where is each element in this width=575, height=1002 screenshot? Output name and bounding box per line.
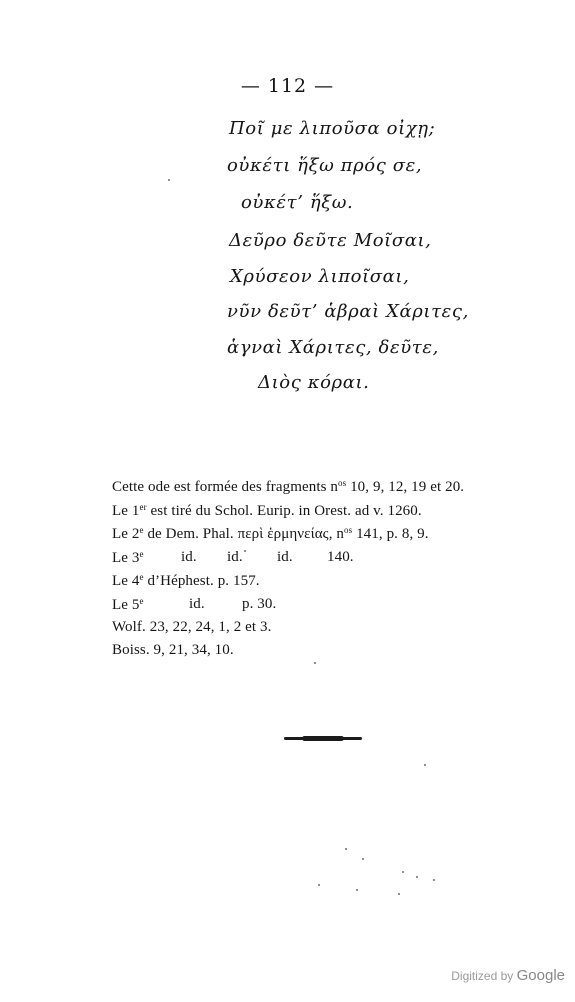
note-superscript: e xyxy=(139,572,144,582)
note-text: Cette ode est formée des fragments n xyxy=(112,479,339,495)
note-superscript: er xyxy=(139,502,147,512)
ornamental-rule xyxy=(284,737,362,740)
note-text: Le 1 xyxy=(112,503,140,519)
note-superscript: e xyxy=(139,525,144,535)
note-superscript: os xyxy=(338,478,347,488)
poem-line: ἁγναὶ Χάριτες, δεῦτε, xyxy=(227,337,439,358)
note-line: Boiss. 9, 21, 34, 10. xyxy=(112,642,234,658)
poem-line: Διὸς κόραι. xyxy=(258,372,370,393)
note-text: 10, 9, 12, 19 et 20. xyxy=(346,479,465,495)
note-line xyxy=(112,549,432,569)
note-superscript: os xyxy=(344,525,353,535)
page-number: — 112 — xyxy=(240,75,335,97)
note-cell: id. xyxy=(181,549,197,565)
note-text: de Dem. Phal. περὶ ἑρμηνείας, n xyxy=(143,526,345,542)
note-text: Le 4 xyxy=(112,573,140,589)
note-cell: p. 30. xyxy=(242,596,277,612)
note-line: Wolf. 23, 22, 24, 1, 2 et 3. xyxy=(112,619,272,635)
note-text: Le 2 xyxy=(112,526,140,542)
poem-line: Ποῖ με λιποῦσα οἰχῃ; xyxy=(229,118,436,139)
poem-line: οὐκέτι ἥξω πρός σε, xyxy=(227,155,423,176)
poem-line: Χρύσεον λιποῖσαι, xyxy=(230,266,410,287)
note-cell: Le 3e xyxy=(112,549,144,566)
poem-line: νῦν δεῦτ’ ἁβραὶ Χάριτες, xyxy=(227,301,469,322)
note-text: est tiré du Schol. Eurip. in Orest. ad v. 1260. xyxy=(146,503,422,519)
note-line xyxy=(112,478,464,496)
digitized-by-google-watermark xyxy=(451,967,565,984)
note-line xyxy=(112,502,422,520)
poem-line: οὐκέτ’ ἥξω. xyxy=(241,192,354,213)
note-text: d’Héphest. p. 157. xyxy=(143,573,260,589)
note-line xyxy=(112,596,432,616)
note-line xyxy=(112,525,429,543)
note-cell: id. xyxy=(277,549,293,565)
note-line xyxy=(112,572,260,590)
note-cell: 140. xyxy=(327,549,354,565)
google-logo-text: Google xyxy=(516,967,565,984)
poem-line: Δεῦρο δεῦτε Μοῖσαι, xyxy=(229,230,432,251)
note-cell: id. xyxy=(189,596,205,612)
note-cell: Le 5e xyxy=(112,596,144,613)
note-cell: id. xyxy=(227,549,243,565)
note-text: 141, p. 8, 9. xyxy=(352,526,429,542)
watermark-prefix: Digitized by xyxy=(451,969,514,983)
